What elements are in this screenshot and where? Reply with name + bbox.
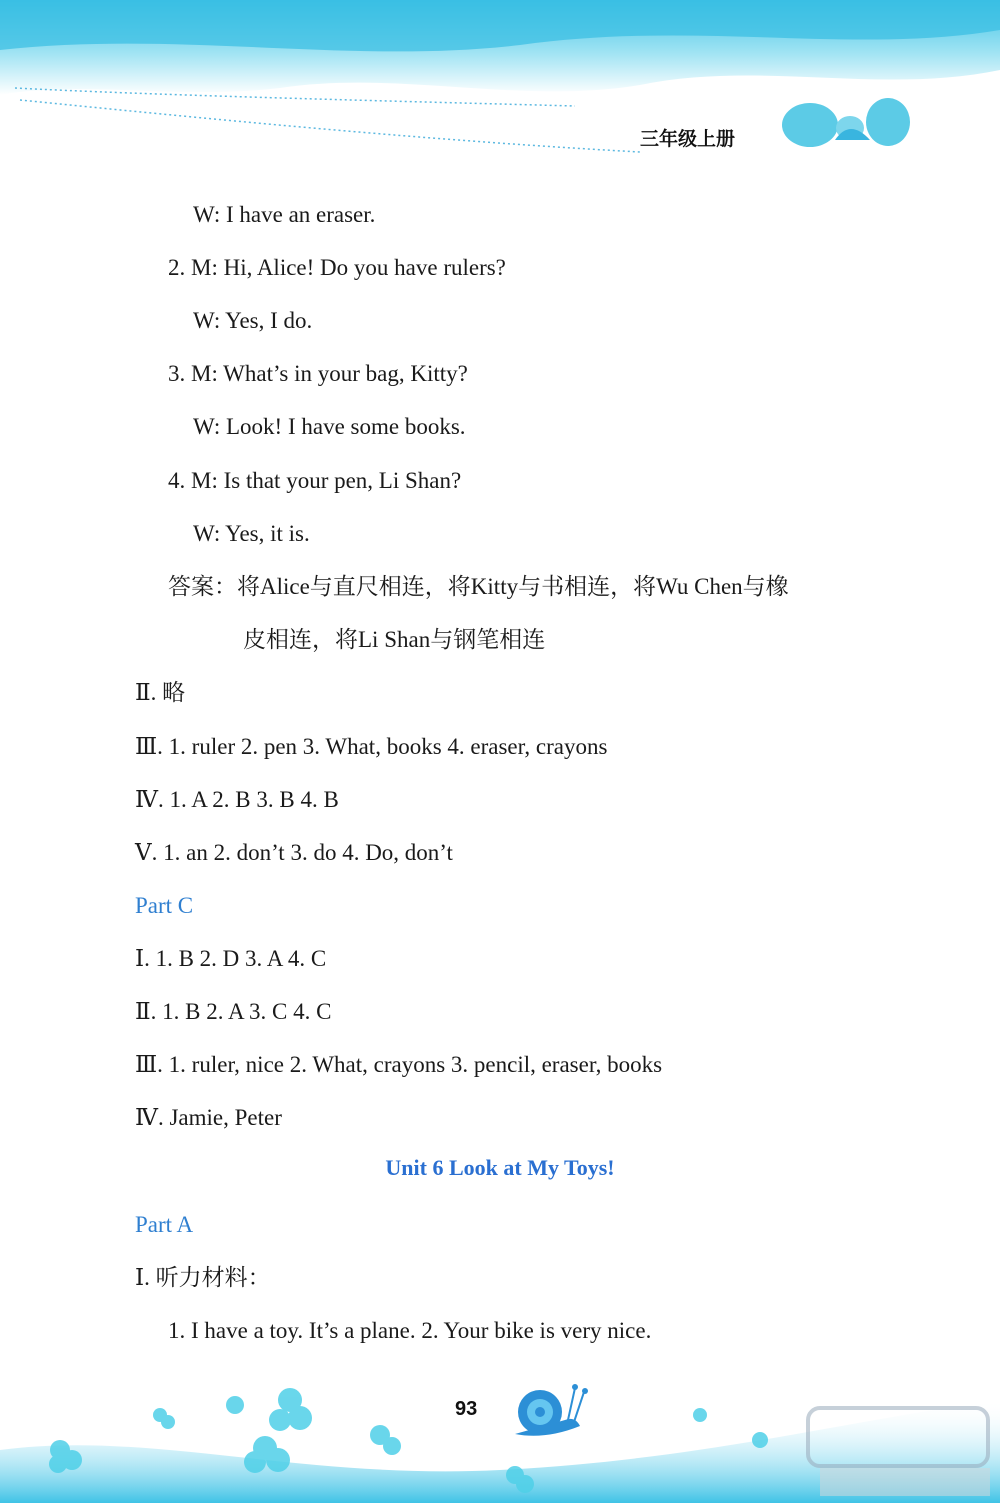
dialogue-line: 1. I have a toy. It’s a plane. 2. Your bike is very nice. xyxy=(168,1318,652,1343)
footer-decoration xyxy=(0,1360,1000,1503)
answer-line: Ⅰ. 1. B 2. D 3. A 4. C xyxy=(135,946,327,971)
answer-line: Ⅳ. 1. A 2. B 3. B 4. B xyxy=(135,787,339,812)
answer-line: Ⅴ. 1. an 2. don’t 3. do 4. Do, don’t xyxy=(135,840,453,865)
dialogue-line: W: Look! I have some books. xyxy=(193,414,466,439)
section-heading: Part A xyxy=(135,1212,194,1237)
dialogue-line: 2. M: Hi, Alice! Do you have rulers? xyxy=(168,255,506,280)
answer-line: Ⅲ. 1. ruler 2. pen 3. What, books 4. eraser, crayons xyxy=(135,734,608,759)
dialogue-line: 3. M: What’s in your bag, Kitty? xyxy=(168,361,468,386)
unit-title: Unit 6 Look at My Toys! xyxy=(385,1155,615,1180)
answer-line: 答案：将Alice与直尺相连，将Kitty与书相连，将Wu Chen与橡 xyxy=(168,574,789,599)
answer-line: Ⅱ. 1. B 2. A 3. C 4. C xyxy=(135,999,332,1024)
answer-line: Ⅲ. 1. ruler, nice 2. What, crayons 3. pencil, eraser, books xyxy=(135,1052,663,1077)
answer-line: Ⅳ. Jamie, Peter xyxy=(135,1105,282,1130)
page-number: 93 xyxy=(455,1398,478,1420)
answer-line: 皮相连，将Li Shan与钢笔相连 xyxy=(243,627,546,652)
header-title: 三年级上册 xyxy=(640,128,736,150)
section-heading: Part C xyxy=(135,893,194,918)
answer-line: Ⅰ. 听力材料： xyxy=(135,1265,271,1290)
dialogue-line: 4. M: Is that your pen, Li Shan? xyxy=(168,468,462,493)
answer-line: Ⅱ. 略 xyxy=(135,680,186,705)
dialogue-line: W: Yes, I do. xyxy=(193,308,313,333)
dialogue-line: W: Yes, it is. xyxy=(193,521,310,546)
header-decoration xyxy=(0,0,1000,170)
snail-icon xyxy=(515,1384,588,1436)
dialogue-line: W: I have an eraser. xyxy=(193,202,376,227)
